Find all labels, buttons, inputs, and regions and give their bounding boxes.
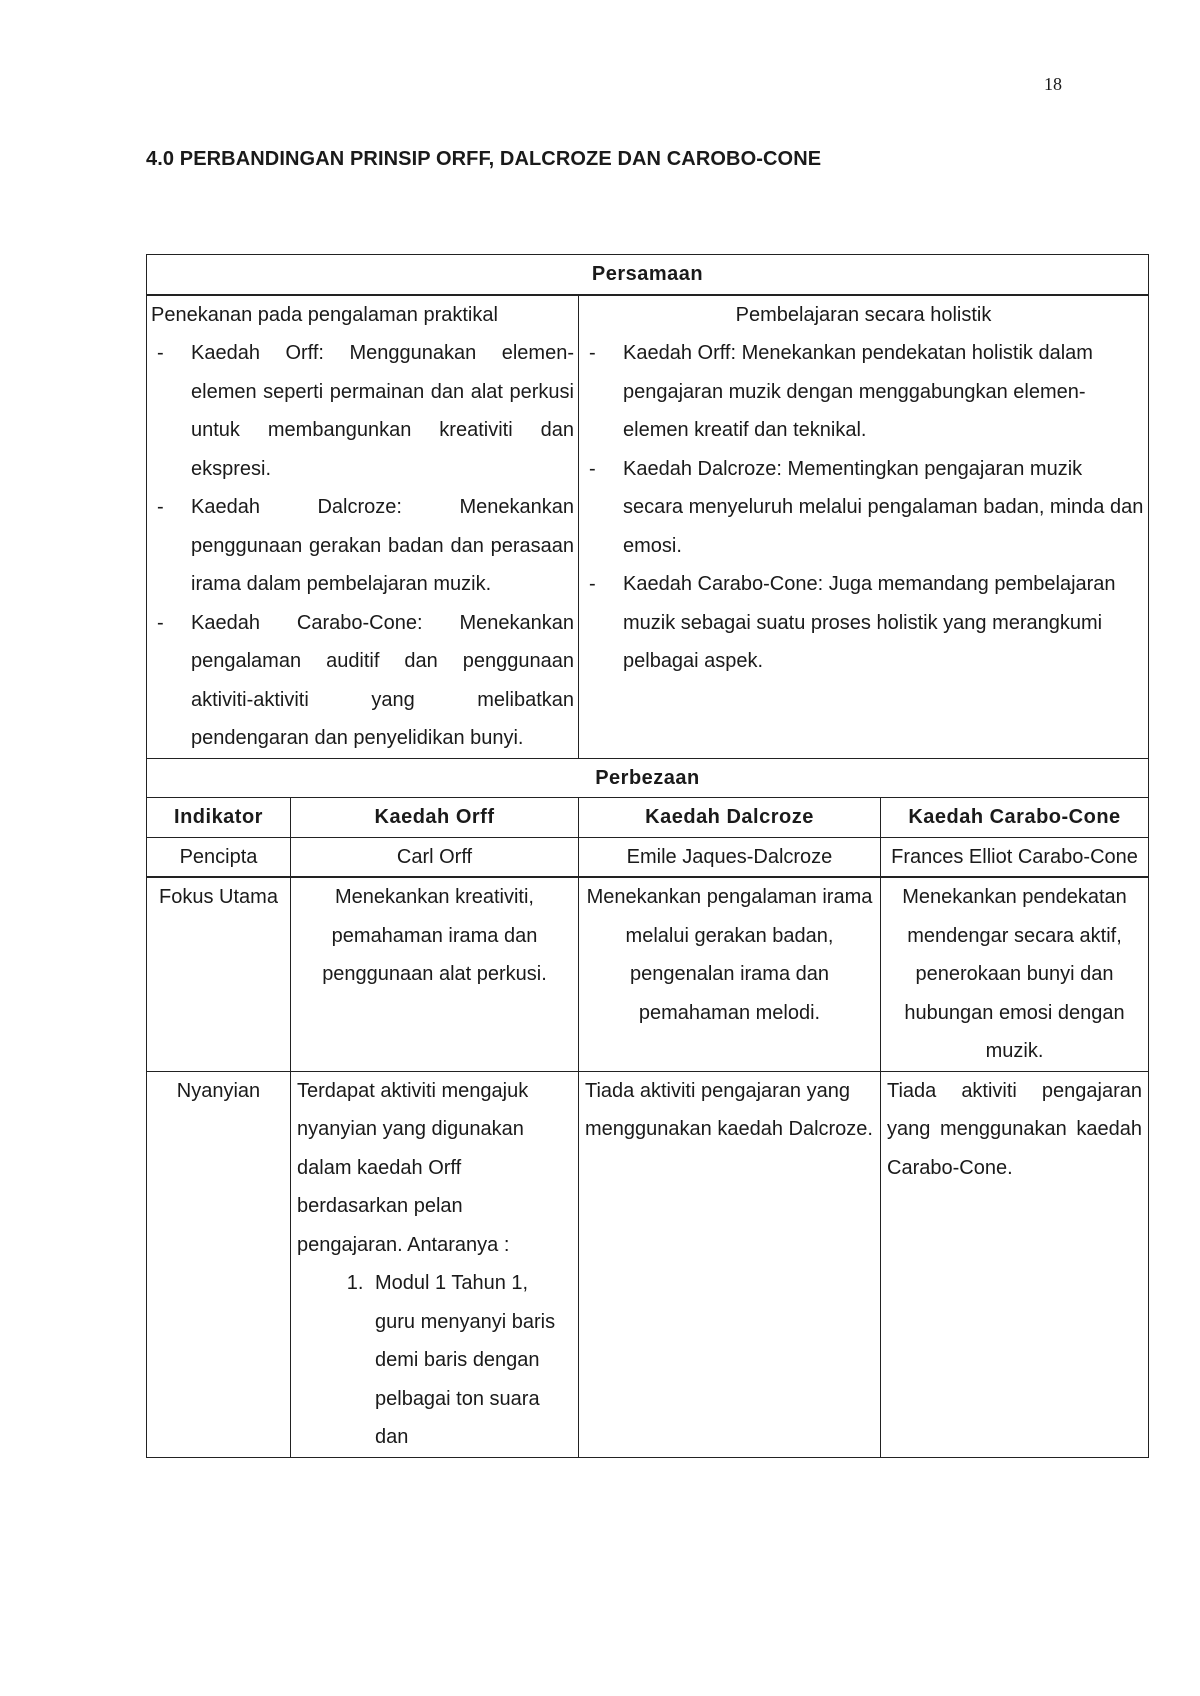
list-item: - Kaedah Carabo-Cone: Menekankan pengalaman auditif dan penggunaan aktiviti-aktiviti yang melibatkan pendengaran dan penyelidikan bunyi. bbox=[151, 604, 574, 758]
pencipta-orff: Carl Orff bbox=[291, 837, 579, 877]
pencipta-carabo: Frances Elliot Carabo-Cone bbox=[881, 837, 1149, 877]
nyanyian-orff-cell bbox=[291, 1071, 579, 1457]
table-row bbox=[147, 877, 1149, 1071]
pencipta-label: Pencipta bbox=[147, 837, 291, 877]
section-heading: 4.0 PERBANDINGAN PRINSIP ORFF, DALCROZE DAN CAROBO-CONE bbox=[146, 148, 822, 170]
fokus-label: Fokus Utama bbox=[147, 877, 291, 1071]
list-item: - Kaedah Carabo-Cone: Juga memandang pembelajaran muzik sebagai suatu proses holistik yang merangkumi pelbagai aspek. bbox=[583, 565, 1144, 681]
list-item: - Kaedah Dalcroze: Mementingkan pengajaran muzik secara menyeluruh melalui pengalaman badan, minda dan emosi. bbox=[583, 450, 1144, 566]
nyanyian-carabo: Tiada aktiviti pengajaran yang menggunakan kaedah Carabo-Cone. bbox=[881, 1071, 1149, 1457]
table-row bbox=[147, 837, 1149, 877]
list-item: - Kaedah Dalcroze: Menekankan penggunaan gerakan badan dan perasaan irama dalam pembelajaran muzik. bbox=[151, 488, 574, 604]
header-indikator: Indikator bbox=[147, 798, 291, 838]
comparison-table bbox=[146, 254, 1149, 1458]
column-header-row bbox=[147, 798, 1149, 838]
persamaan-right-list bbox=[583, 334, 1144, 681]
perbezaan-title: Perbezaan bbox=[147, 758, 1149, 798]
nyanyian-dalcroze: Tiada aktiviti pengajaran yang menggunakan kaedah Dalcroze. bbox=[579, 1071, 881, 1457]
fokus-orff: Menekankan kreativiti, pemahaman irama dan penggunaan alat perkusi. bbox=[291, 877, 579, 1071]
persamaan-right-cell bbox=[579, 295, 1149, 759]
header-kaedah-carabo-cone: Kaedah Carabo-Cone bbox=[881, 798, 1149, 838]
header-kaedah-orff: Kaedah Orff bbox=[291, 798, 579, 838]
nyanyian-orff-list bbox=[297, 1264, 572, 1457]
header-kaedah-dalcroze: Kaedah Dalcroze bbox=[579, 798, 881, 838]
fokus-dalcroze: Menekankan pengalaman irama melalui gerakan badan, pengenalan irama dan pemahaman melodi. bbox=[579, 877, 881, 1071]
persamaan-left-list bbox=[151, 334, 574, 758]
table-row bbox=[147, 1071, 1149, 1457]
list-item: 1. Modul 1 Tahun 1, guru menyanyi baris demi baris dengan pelbagai ton suara dan bbox=[369, 1264, 572, 1457]
persamaan-header-row bbox=[147, 255, 1149, 295]
list-item: - Kaedah Orff: Menggunakan elemen-elemen seperti permainan dan alat perkusi untuk membangunkan kreativiti dan ekspresi. bbox=[151, 334, 574, 488]
persamaan-left-subtitle: Penekanan pada pengalaman praktikal bbox=[151, 303, 498, 326]
fokus-carabo: Menekankan pendekatan mendengar secara aktif, penerokaan bunyi dan hubungan emosi dengan muzik. bbox=[881, 877, 1149, 1071]
page-number: 18 bbox=[1044, 74, 1062, 94]
persamaan-content-row bbox=[147, 295, 1149, 759]
nyanyian-label: Nyanyian bbox=[147, 1071, 291, 1457]
list-item: - Kaedah Orff: Menekankan pendekatan holistik dalam pengajaran muzik dengan menggabungkan elemen-elemen kreatif dan teknikal. bbox=[583, 334, 1144, 450]
persamaan-right-subtitle: Pembelajaran secara holistik bbox=[735, 303, 992, 326]
perbezaan-header-row bbox=[147, 758, 1149, 798]
nyanyian-orff-intro: Terdapat aktiviti mengajuk nyanyian yang digunakan dalam kaedah Orff berdasarkan pelan pengajaran. Antaranya : bbox=[297, 1079, 529, 1256]
persamaan-left-cell bbox=[147, 295, 579, 759]
pencipta-dalcroze: Emile Jaques-Dalcroze bbox=[579, 837, 881, 877]
persamaan-title: Persamaan bbox=[147, 255, 1149, 295]
